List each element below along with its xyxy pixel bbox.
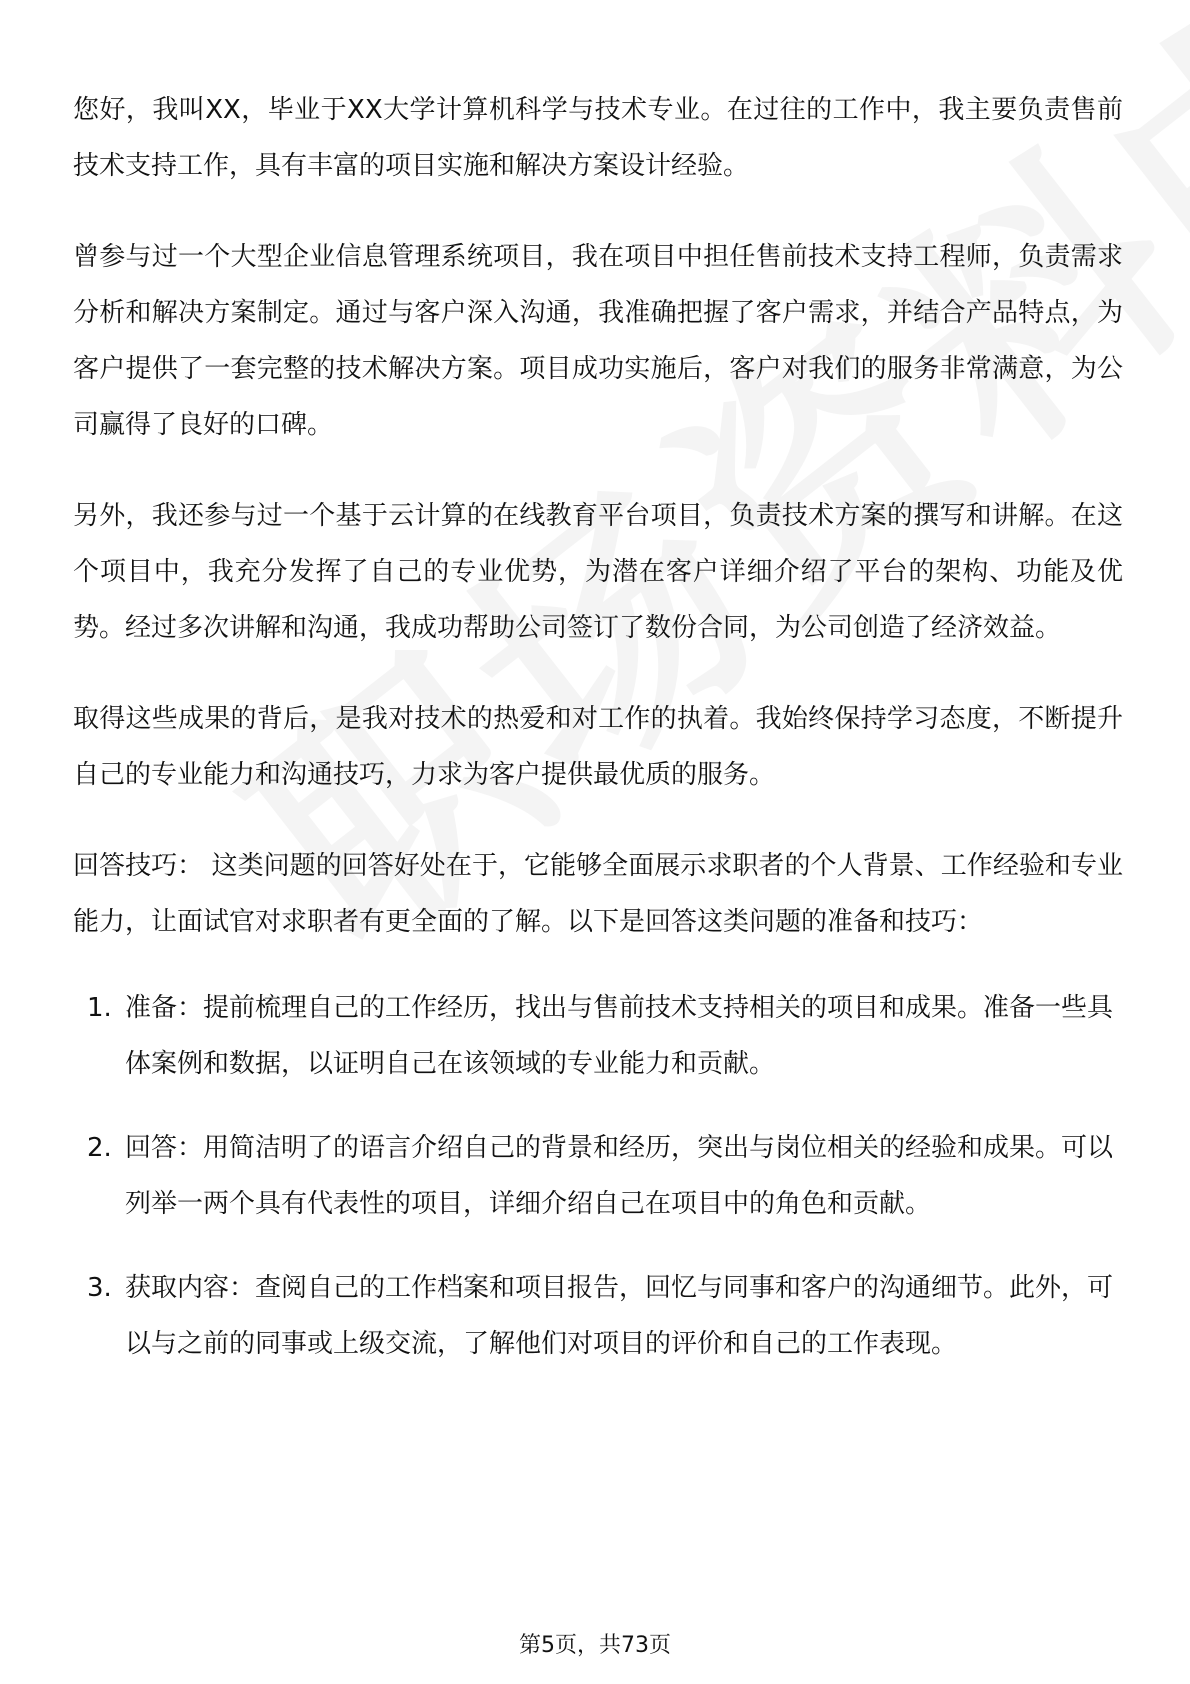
- list-item-number: 3.: [87, 1273, 112, 1303]
- page-number-label: 第5页，共73页: [519, 1633, 671, 1658]
- list-item-number: 2.: [87, 1133, 112, 1163]
- page-content: [73, 82, 1123, 1400]
- list-item-text: 回答：用简洁明了的语言介绍自己的背景和经历，突出与岗位相关的经验和成果。可以列举一两个具有代表性的项目，详细介绍自己在项目中的角色和贡献。: [125, 1133, 1114, 1219]
- list-item: [73, 1260, 1123, 1372]
- paragraph-summary: 取得这些成果的背后，是我对技术的热爱和对工作的执着。我始终保持学习态度，不断提升自己的专业能力和沟通技巧，力求为客户提供最优质的服务。: [73, 704, 1123, 790]
- tips-list: [73, 980, 1123, 1372]
- list-item: [73, 1120, 1123, 1232]
- paragraph-answer-tips: 回答技巧： 这类问题的回答好处在于，它能够全面展示求职者的个人背景、工作经验和专业能力，让面试官对求职者有更全面的了解。以下是回答这类问题的准备和技巧：: [73, 851, 1123, 937]
- list-item: [73, 980, 1123, 1092]
- list-item-text: 获取内容：查阅自己的工作档案和项目报告，回忆与同事和客户的沟通细节。此外，可以与之前的同事或上级交流，了解他们对项目的评价和自己的工作表现。: [125, 1273, 1114, 1359]
- paragraph-project-1: 曾参与过一个大型企业信息管理系统项目，我在项目中担任售前技术支持工程师，负责需求分析和解决方案制定。通过与客户深入沟通，我准确把握了客户需求，并结合产品特点，为客户提供了一套完整的技术解决方案。项目成功实施后，客户对我们的服务非常满意，为公司赢得了良好的口碑。: [73, 242, 1123, 440]
- list-item-number: 1.: [87, 993, 112, 1023]
- paragraph-intro: 您好，我叫XX，毕业于XX大学计算机科学与技术专业。在过往的工作中，我主要负责售前技术支持工作，具有丰富的项目实施和解决方案设计经验。: [73, 95, 1123, 181]
- page-footer: [0, 1628, 1190, 1659]
- paragraph-project-2: 另外，我还参与过一个基于云计算的在线教育平台项目，负责技术方案的撰写和讲解。在这个项目中，我充分发挥了自己的专业优势，为潜在客户详细介绍了平台的架构、功能及优势。经过多次讲解和沟通，我成功帮助公司签订了数份合同，为公司创造了经济效益。: [73, 501, 1123, 643]
- list-item-text: 准备：提前梳理自己的工作经历，找出与售前技术支持相关的项目和成果。准备一些具体案例和数据，以证明自己在该领域的专业能力和贡献。: [125, 993, 1114, 1079]
